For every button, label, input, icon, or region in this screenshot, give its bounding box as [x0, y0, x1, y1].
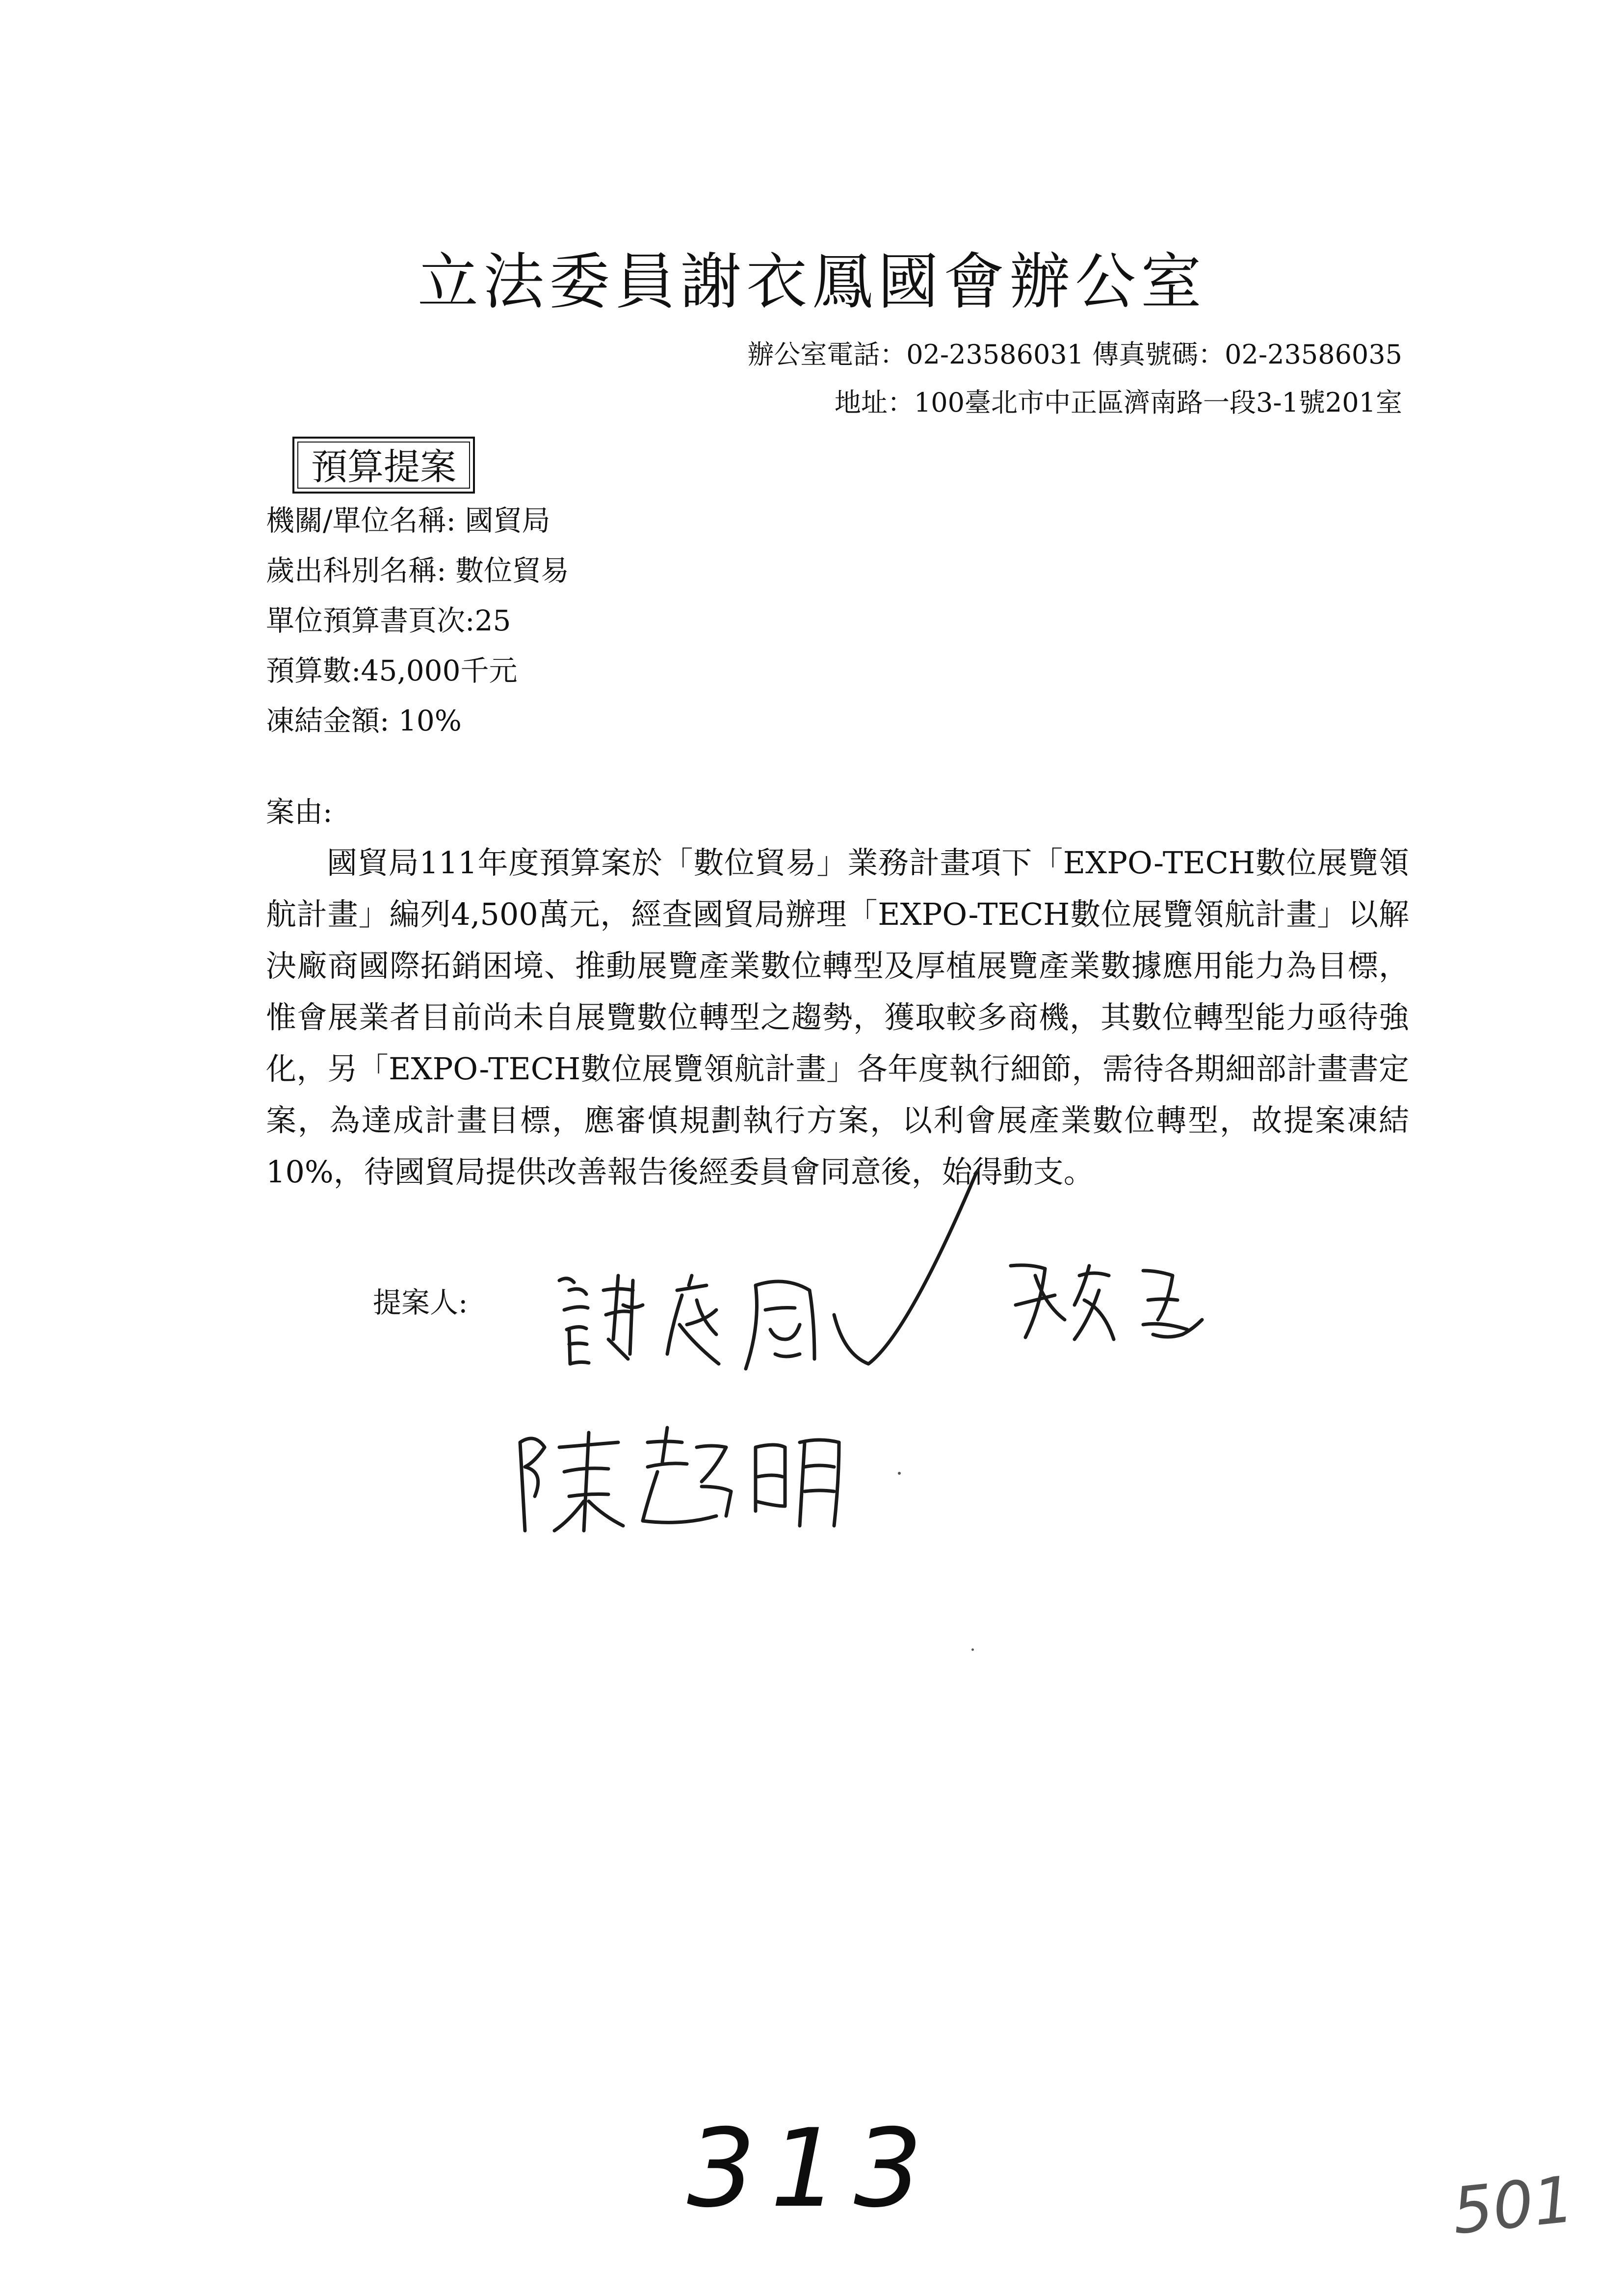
page-number: 313	[687, 2106, 937, 2231]
reason-label: 案由:	[266, 795, 333, 829]
doc-type-label: 預算提案	[311, 446, 456, 488]
budget-info	[266, 496, 569, 746]
office-title: 立法委員謝衣鳳國會辦公室	[417, 247, 1206, 317]
doc-type-box	[292, 437, 475, 494]
info-agency: 機關/單位名稱: 國貿局	[266, 504, 550, 537]
info-page: 單位預算書頁次:25	[266, 604, 511, 637]
info-category: 歲出科別名稱: 數位貿易	[266, 554, 569, 587]
reason-body: 國貿局111年度預算案於「數位貿易」業務計畫項下「EXPO-TECH數位展覽領航計畫」編列4,500萬元，經查國貿局辦理「EXPO-TECH數位展覽領航計畫」以解決廠商國際拓銷困境、推動展覽產業數位轉型及厚植展覽產業數據應用能力為目標，惟會展業者目前尚未自展覽數位轉型之趨勢，獲取較多商機，其數位轉型能力亟待強化，另「EXPO-TECH數位展覽領航計畫」各年度執行細節，需待各期細部計畫書定案，為達成計畫目標，應審慎規劃執行方案，以利會展產業數位轉型，故提案凍結10%，待國貿局提供改善報告後經委員會同意後，始得動支。	[266, 845, 1409, 1190]
ink-speck	[898, 1472, 901, 1475]
info-freeze: 凍結金額: 10%	[266, 704, 462, 737]
signature-2	[1001, 1246, 1227, 1364]
ink-speck	[971, 1648, 974, 1651]
contact-tel-fax: 辦公室電話：02-23586031 傳真號碼：02-23586035	[747, 339, 1402, 370]
info-amount: 預算數:45,000千元	[266, 654, 518, 687]
signature-1	[550, 1168, 991, 1383]
contact-address: 地址：100臺北市中正區濟南路一段3-1號201室	[834, 387, 1402, 418]
proposer-label: 提案人:	[373, 1286, 468, 1319]
signature-3	[500, 1413, 854, 1540]
corner-number: 501	[1448, 2162, 1578, 2249]
